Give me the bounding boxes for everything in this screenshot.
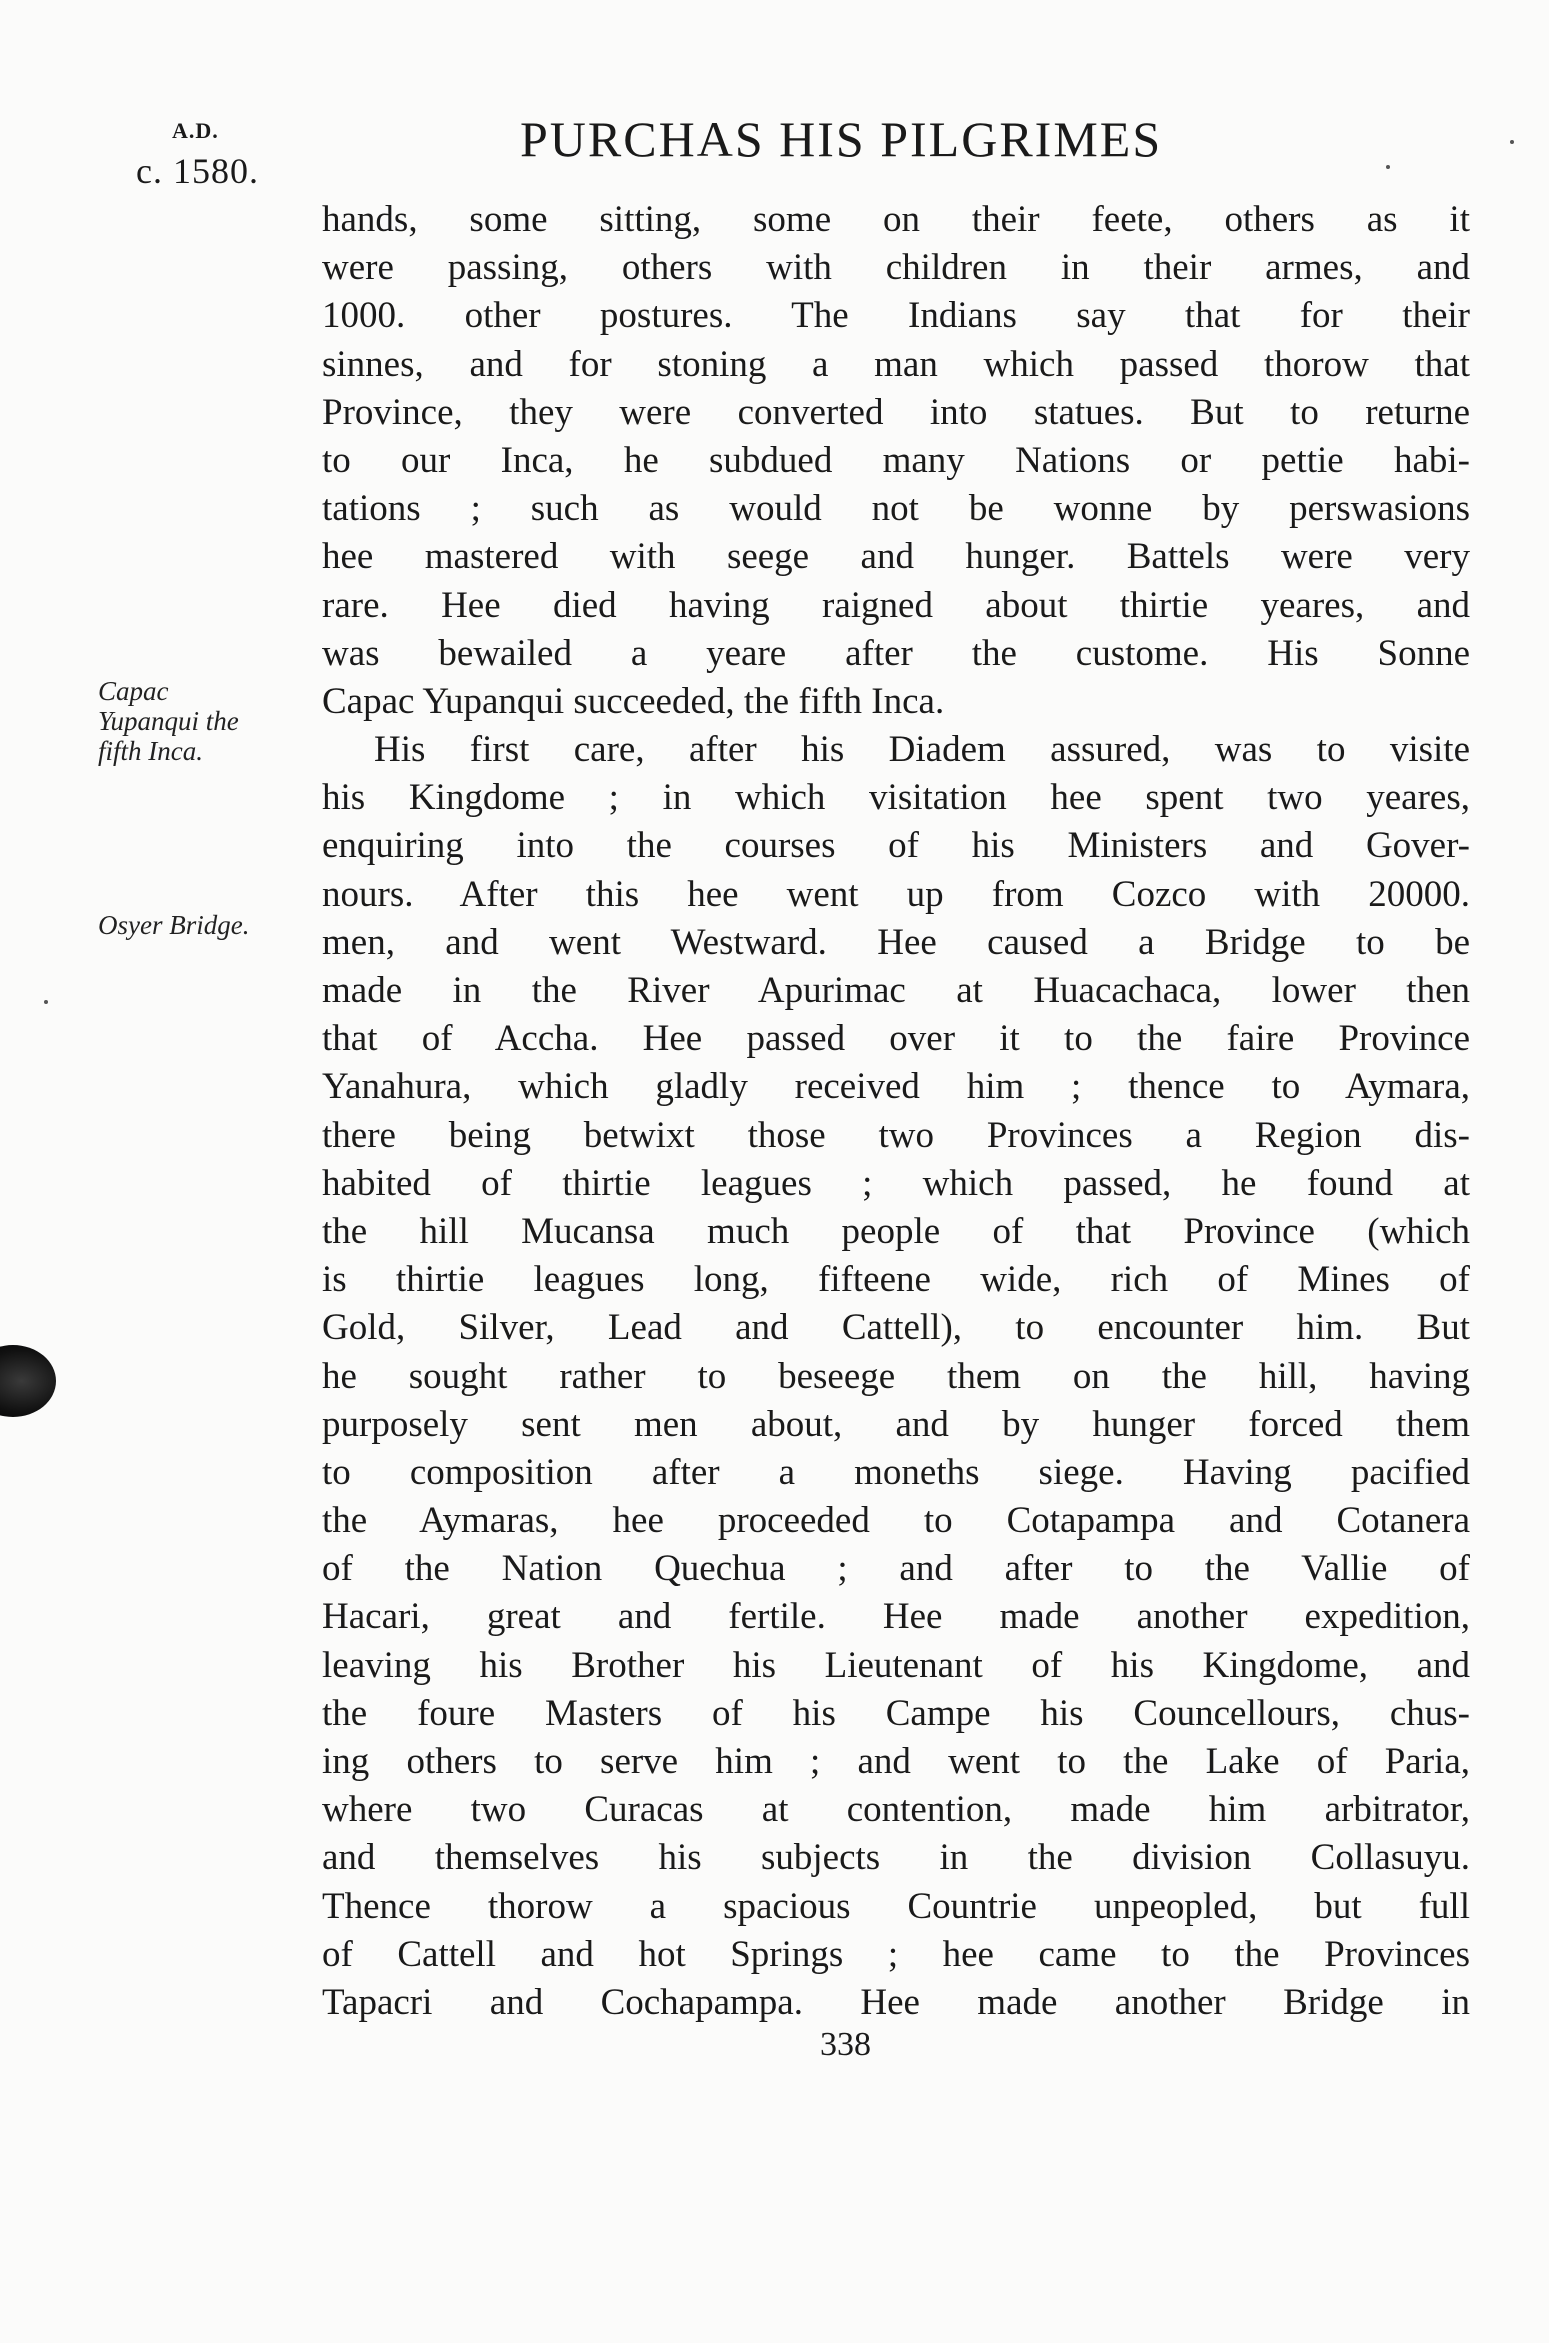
- text-line: where two Curacas at contention, made him arbitrator,: [322, 1789, 1470, 1831]
- text-line: the foure Masters of his Campe his Councellours, chus-: [322, 1692, 1470, 1734]
- speck: [1510, 140, 1514, 144]
- text-line: Hacari, great and fertile. Hee made another expedition,: [322, 1596, 1470, 1638]
- margin-note-line: Capac: [98, 676, 169, 706]
- speck: [1386, 165, 1390, 169]
- text-line: Gold, Silver, Lead and Cattell), to encounter him. But: [322, 1307, 1470, 1349]
- text-line: that of Accha. Hee passed over it to the faire Province: [322, 1018, 1470, 1060]
- margin-note-line: Yupanqui the: [98, 706, 239, 736]
- text-line: ing others to serve him ; and went to the Lake of Paria,: [322, 1741, 1470, 1782]
- header-ad: A.D.: [172, 118, 219, 143]
- text-line: made in the River Apurimac at Huacachaca, lower then: [322, 970, 1470, 1011]
- speck: [44, 1000, 48, 1004]
- text-line: hee mastered with seege and hunger. Battels were very: [322, 536, 1470, 578]
- text-line: the Aymaras, hee proceeded to Cotapampa and Cotanera: [322, 1500, 1470, 1542]
- text-line: he sought rather to beseege them on the hill, having: [322, 1355, 1470, 1397]
- text-line: Yanahura, which gladly received him ; thence to Aymara,: [322, 1066, 1470, 1108]
- header-year: c. 1580.: [136, 151, 259, 191]
- margin-note-line: Osyer Bridge.: [98, 910, 250, 940]
- text-line: were passing, others with children in their armes, and: [322, 247, 1470, 289]
- text-line: Province, they were converted into statues. But to returne: [322, 391, 1470, 433]
- text-line: enquiring into the courses of his Ministers and Gover-: [322, 825, 1470, 867]
- margin-note-line: fifth Inca.: [98, 736, 203, 766]
- text-line: men, and went Westward. Hee caused a Bridge to be: [322, 921, 1470, 963]
- text-line: was bewailed a yeare after the custome. His Sonne: [322, 632, 1470, 674]
- text-line: is thirtie leagues long, fifteene wide, rich of Mines of: [322, 1259, 1470, 1301]
- text-line: leaving his Brother his Lieutenant of his Kingdome, and: [322, 1644, 1470, 1686]
- text-line: hands, some sitting, some on their feete, others as it: [322, 199, 1470, 240]
- text-line: rare. Hee died having raigned about thirtie yeares, and: [322, 584, 1470, 626]
- text-line: of the Nation Quechua ; and after to the Vallie of: [322, 1548, 1470, 1590]
- text-line: 1000. other postures. The Indians say that for their: [322, 295, 1470, 337]
- text-line: tations ; such as would not be wonne by perswasions: [322, 488, 1470, 530]
- text-line: Tapacri and Cochapampa. Hee made another Bridge in: [322, 1981, 1470, 2023]
- text-line: and themselves his subjects in the division Collasuyu.: [322, 1837, 1470, 1879]
- margin-note-bridge: [98, 910, 249, 940]
- body-text: [322, 196, 1470, 2027]
- text-line: Capac Yupanqui succeeded, the fifth Inca.: [322, 680, 945, 722]
- text-line: the hill Mucansa much people of that Province (which: [322, 1210, 1470, 1252]
- text-line: His first care, after his Diadem assured, was to visite: [374, 729, 1470, 771]
- page-title: PURCHAS HIS PILGRIMES: [520, 111, 1163, 167]
- text-line: there being betwixt those two Provinces a Region dis-: [322, 1114, 1470, 1156]
- text-line: purposely sent men about, and by hunger forced them: [322, 1403, 1470, 1445]
- margin-note-capac: [98, 676, 239, 766]
- text-line: his Kingdome ; in which visitation hee spent two yeares,: [322, 777, 1470, 819]
- text-line: nours. After this hee went up from Cozco with 20000.: [322, 873, 1470, 915]
- page-number: 338: [820, 2026, 871, 2063]
- text-line: of Cattell and hot Springs ; hee came to the Provinces: [322, 1933, 1470, 1975]
- text-line: sinnes, and for stoning a man which passed thorow that: [322, 343, 1470, 385]
- thumb-shadow: [0, 1345, 56, 1417]
- text-line: habited of thirtie leagues ; which passed, he found at: [322, 1162, 1470, 1204]
- text-line: to our Inca, he subdued many Nations or pettie habi-: [322, 439, 1470, 481]
- text-line: to composition after a moneths siege. Having pacified: [322, 1451, 1470, 1493]
- text-line: Thence thorow a spacious Countrie unpeopled, but full: [322, 1885, 1470, 1927]
